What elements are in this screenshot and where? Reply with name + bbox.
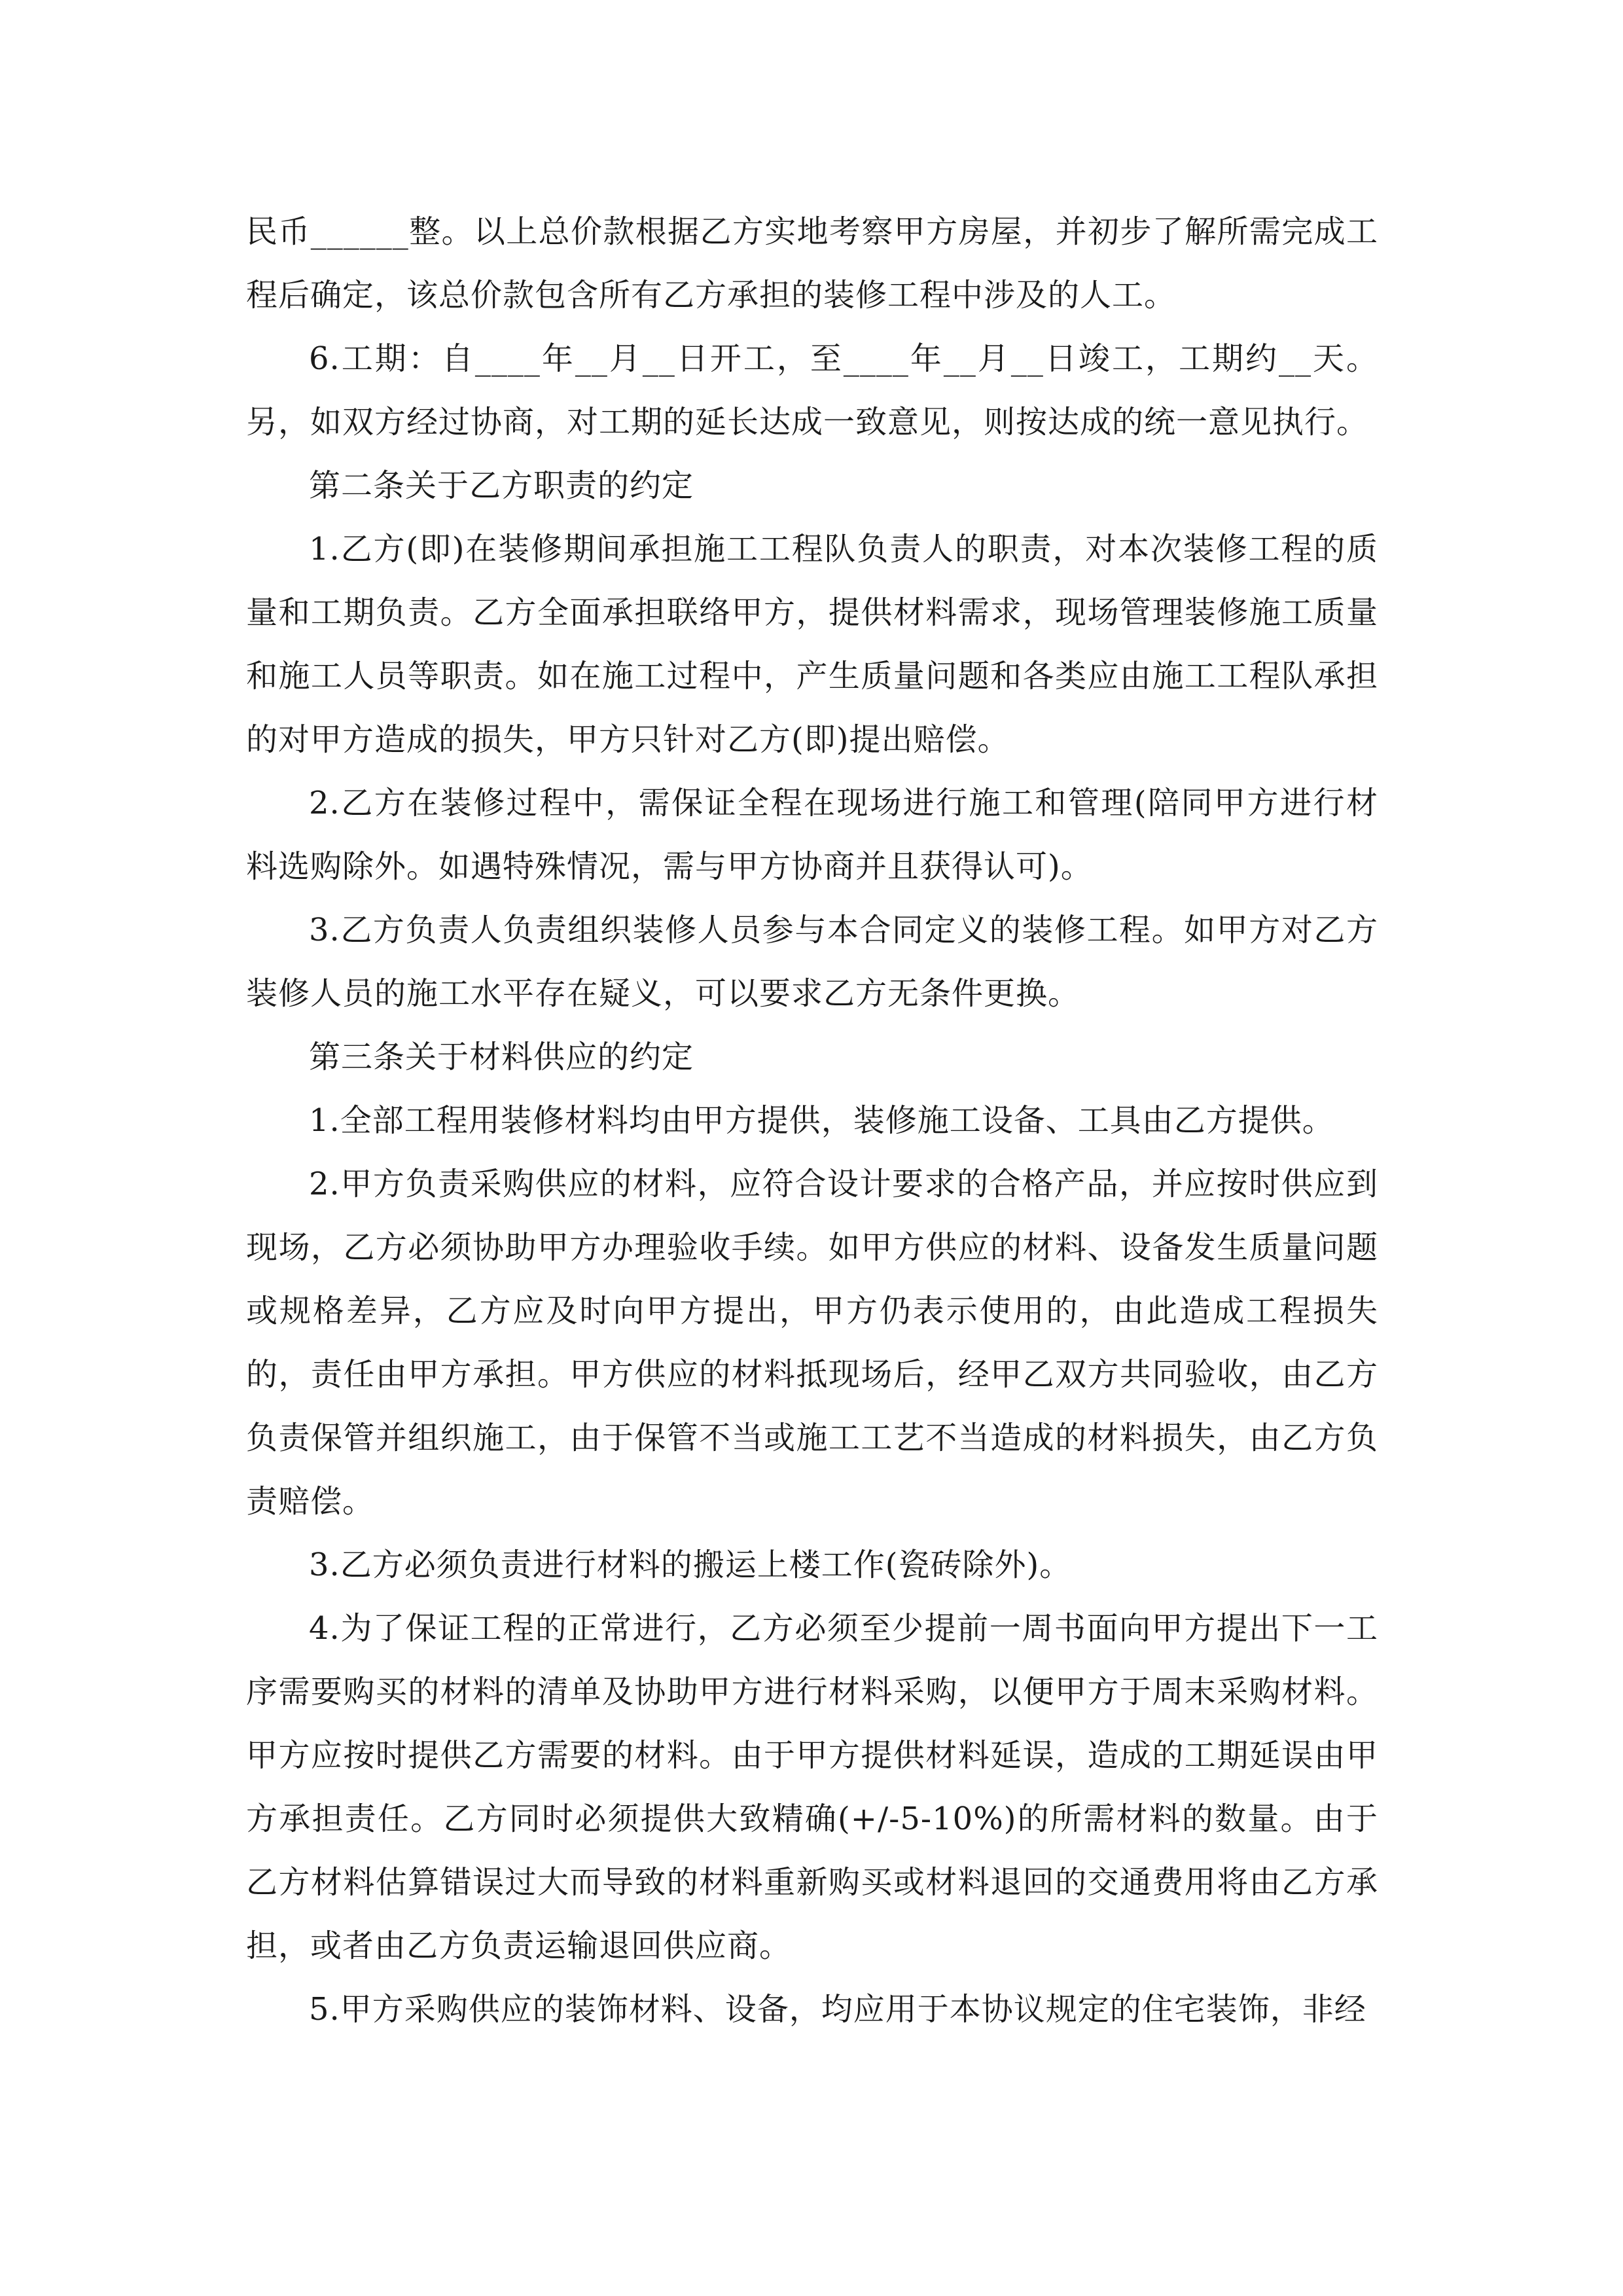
section-heading-article-3: 第三条关于材料供应的约定 [309,1039,694,1075]
section-heading-article-2: 第二条关于乙方职责的约定 [309,467,694,504]
paragraph-party-b-duty-2: 2.乙方在装修过程中，需保证全程在现场进行施工和管理(陪同甲方进行材料选购除外。如遇特殊情况，需与甲方协商并且获得认可)。 [246,785,1378,885]
paragraph-material-supply-4: 4.为了保证工程的正常进行，乙方必须至少提前一周书面向甲方提出下一工序需要购买的材料的清单及协助甲方进行材料采购，以便甲方于周末采购材料。甲方应按时提供乙方需要的材料。由于甲方提供材料延误，造成的工期延误由甲方承担责任。乙方同时必须提供大致精确(+/-5-10%)的所需材料的数量。由于乙方材料估算错误过大而导致的材料重新购买或材料退回的交通费用将由乙方承担，或者由乙方负责运输退回供应商。 [246,1610,1378,1964]
paragraph-material-supply-1: 1.全部工程用装修材料均由甲方提供，装修施工设备、工具由乙方提供。 [309,1102,1334,1139]
paragraph-party-b-duty-1: 1.乙方(即)在装修期间承担施工工程队负责人的职责，对本次装修工程的质量和工期负责。乙方全面承担联络甲方，提供材料需求，现场管理装修施工质量和施工人员等职责。如在施工过程中，产生质量问题和各类应由施工工程队承担的对甲方造成的损失，甲方只针对乙方(即)提出赔偿。 [246,531,1378,758]
paragraph-material-supply-3: 3.乙方必须负责进行材料的搬运上楼工作(瓷砖除外)。 [309,1547,1072,1583]
paragraph-material-supply-5: 5.甲方采购供应的装饰材料、设备，均应用于本协议规定的住宅装饰，非经 [309,1991,1366,2028]
paragraph-total-price-continued: 民币______整。以上总价款根据乙方实地考察甲方房屋，并初步了解所需完成工程后确定，该总价款包含所有乙方承担的装修工程中涉及的人工。 [246,213,1378,314]
paragraph-party-b-duty-3: 3.乙方负责人负责组织装修人员参与本合同定义的装修工程。如甲方对乙方装修人员的施工水平存在疑义，可以要求乙方无条件更换。 [246,912,1378,1012]
paragraph-material-supply-2: 2.甲方负责采购供应的材料，应符合设计要求的合格产品，并应按时供应到现场，乙方必须协助甲方办理验收手续。如甲方供应的材料、设备发生质量问题或规格差异，乙方应及时向甲方提出，甲方仍表示使用的，由此造成工程损失的，责任由甲方承担。甲方供应的材料抵现场后，经甲乙双方共同验收，由乙方负责保管并组织施工，由于保管不当或施工工艺不当造成的材料损失，由乙方负责赔偿。 [246,1166,1378,1520]
contract-body [246,200,1378,2041]
paragraph-construction-period: 6.工期：自____年__月__日开工，至____年__月__日竣工，工期约__天。另，如双方经过协商，对工期的延长达成一致意见，则按达成的统一意见执行。 [246,340,1378,440]
